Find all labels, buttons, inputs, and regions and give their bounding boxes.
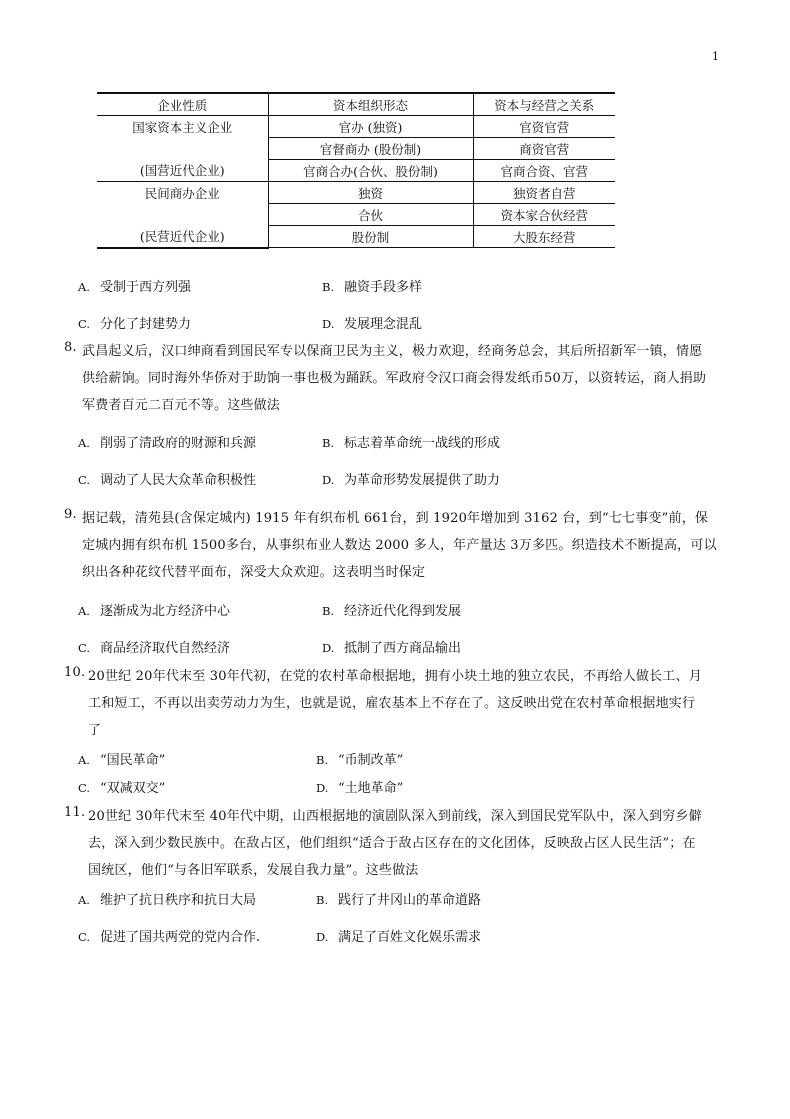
table-cell: 大股东经营: [473, 226, 615, 248]
option-text: 维护了抗日秩序和抗日大局: [100, 893, 257, 908]
option-text: 经济近代化得到发展: [344, 604, 462, 619]
option-text: 发展理念混乱: [344, 317, 423, 332]
option-text: 为革命形势发展提供了助力: [344, 473, 501, 488]
table-row: [97, 116, 615, 138]
option-b: B. 融资手段多样: [322, 280, 423, 295]
page-number: 1: [712, 50, 719, 63]
option-d: D. “土地革命”: [316, 781, 404, 796]
question-number: 9.: [64, 507, 77, 522]
option-d: D. 发展理念混乱: [322, 317, 423, 332]
group-name-cell: 民间商办企业: [97, 182, 268, 204]
table-row: [97, 204, 615, 226]
table-row: [97, 182, 615, 204]
question-number: 8.: [64, 340, 77, 355]
question-number: 10.: [64, 665, 86, 680]
table-cell: 官办 (独资): [268, 116, 473, 138]
question-stem-line: 供给薪饷。同时海外华侨对于助饷一事也极为踊跃。军政府令汉口商会得发纸币50万，以资转运，商人捐助: [82, 371, 707, 386]
option-a: A. 逐渐成为北方经济中心: [78, 604, 231, 619]
table-cell: 官商合资、官营: [473, 160, 615, 182]
enterprise-table: [97, 92, 615, 249]
table-cell: 资本家合伙经营: [473, 204, 615, 226]
option-c: C. “双减双交”: [78, 781, 166, 796]
question-stem-line: 据记载，清苑县(含保定城内) 1915 年有织布机 661台，到 1920年增加到 3162 台，到“七七事变”前，保: [82, 511, 709, 526]
table-row: [97, 138, 615, 160]
table-cell: 独资者自营: [473, 182, 615, 204]
table-row: [97, 160, 615, 182]
option-text: “双减双交”: [100, 781, 166, 796]
option-text: 削弱了清政府的财源和兵源: [100, 436, 257, 451]
question-stem-line: 20世纪 30年代末至 40年代中期，山西根据地的演剧队深入到前线，深入到国民党军队中，深入到穷乡僻: [88, 809, 702, 824]
question-stem-line: 国统区，他们“与各旧军联系，发展自我力量”。这些做法: [88, 863, 419, 878]
question-stem-line: 了: [88, 723, 102, 738]
option-b: B. 经济近代化得到发展: [322, 604, 462, 619]
group-name-cell: [97, 204, 268, 226]
option-c: C. 分化了封建势力: [78, 317, 192, 332]
table-header-cell: 资本组织形态: [268, 93, 473, 116]
table-cell: 官督商办 (股份制): [268, 138, 473, 160]
option-d: D. 抵制了西方商品输出: [322, 641, 462, 656]
table-cell: 合伙: [268, 204, 473, 226]
option-c: C. 调动了人民大众革命积极性: [78, 473, 257, 488]
option-text: “国民革命”: [100, 753, 166, 768]
table-cell: 股份制: [268, 226, 473, 248]
option-b: B. 践行了井冈山的革命道路: [316, 893, 482, 908]
option-a: A. 受制于西方列强: [78, 280, 192, 295]
question-stem-line: 织出各种花纹代替平面布，深受大众欢迎。这表明当时保定: [82, 565, 426, 580]
group-name-cell: [97, 138, 268, 160]
option-text: 标志着革命统一战线的形成: [344, 436, 501, 451]
group-name-cell: 国家资本主义企业: [97, 116, 268, 138]
option-text: 抵制了西方商品输出: [344, 641, 462, 656]
option-d: D. 满足了百姓文化娱乐需求: [316, 930, 482, 945]
option-text: 践行了井冈山的革命道路: [338, 893, 482, 908]
option-d: D. 为革命形势发展提供了助力: [322, 473, 501, 488]
table-cell: 官资官营: [473, 116, 615, 138]
question-number: 11.: [64, 805, 86, 820]
table-header-cell: 资本与经营之关系: [473, 93, 615, 116]
option-b: B. 标志着革命统一战线的形成: [322, 436, 501, 451]
option-text: 受制于西方列强: [100, 280, 192, 295]
option-a: A. 削弱了清政府的财源和兵源: [78, 436, 257, 451]
table-cell: 商资官营: [473, 138, 615, 160]
option-a: A. 维护了抗日秩序和抗日大局: [78, 893, 257, 908]
table-header-row: [97, 93, 615, 116]
option-text: 商品经济取代自然经济: [100, 641, 231, 656]
option-c: C. 促进了国共两党的党内合作.: [78, 930, 261, 945]
table-header-cell: 企业性质: [97, 93, 268, 116]
question-stem-line: 武昌起义后，汉口绅商看到国民军专以保商卫民为主义，极力欢迎，经商务总会，其后所招新军一镇，情愿: [82, 344, 703, 359]
question-stem-line: 去，深入到少数民族中。在敌占区，他们组织“适合于敌占区存在的文化团体，反映敌占区人民生活”；在: [88, 836, 696, 851]
option-text: 逐渐成为北方经济中心: [100, 604, 231, 619]
option-text: “土地革命”: [338, 781, 404, 796]
question-stem-line: 军费者百元二百元不等。这些做法: [82, 398, 281, 413]
group-name-cell: (民营近代企业): [97, 226, 268, 248]
option-text: 促进了国共两党的党内合作.: [100, 930, 261, 945]
group-name-cell: (国营近代企业): [97, 160, 268, 182]
option-text: 融资手段多样: [344, 280, 423, 295]
question-stem-line: 20世纪 20年代末至 30年代初，在党的农村革命根据地，拥有小块土地的独立农民，不再给人做长工、月: [88, 669, 702, 684]
option-text: 分化了封建势力: [100, 317, 192, 332]
option-text: 满足了百姓文化娱乐需求: [338, 930, 482, 945]
option-c: C. 商品经济取代自然经济: [78, 641, 231, 656]
option-a: A. “国民革命”: [78, 753, 166, 768]
option-b: B. “币制改革”: [316, 753, 404, 768]
question-stem-line: 工和短工，不再以出卖劳动力为生，也就是说，雇农基本上不存在了。这反映出党在农村革命根据地实行: [88, 696, 696, 711]
table-cell: 独资: [268, 182, 473, 204]
option-text: 调动了人民大众革命积极性: [100, 473, 257, 488]
option-text: “币制改革”: [338, 753, 404, 768]
table-cell: 官商合办(合伙、股份制): [268, 160, 473, 182]
table-row: [97, 226, 615, 248]
question-stem-line: 定城内拥有织布机 1500多台，从事织布业人数达 2000 多人，年产量达 3万多匹。织造技术不断提高，可以: [82, 538, 717, 553]
